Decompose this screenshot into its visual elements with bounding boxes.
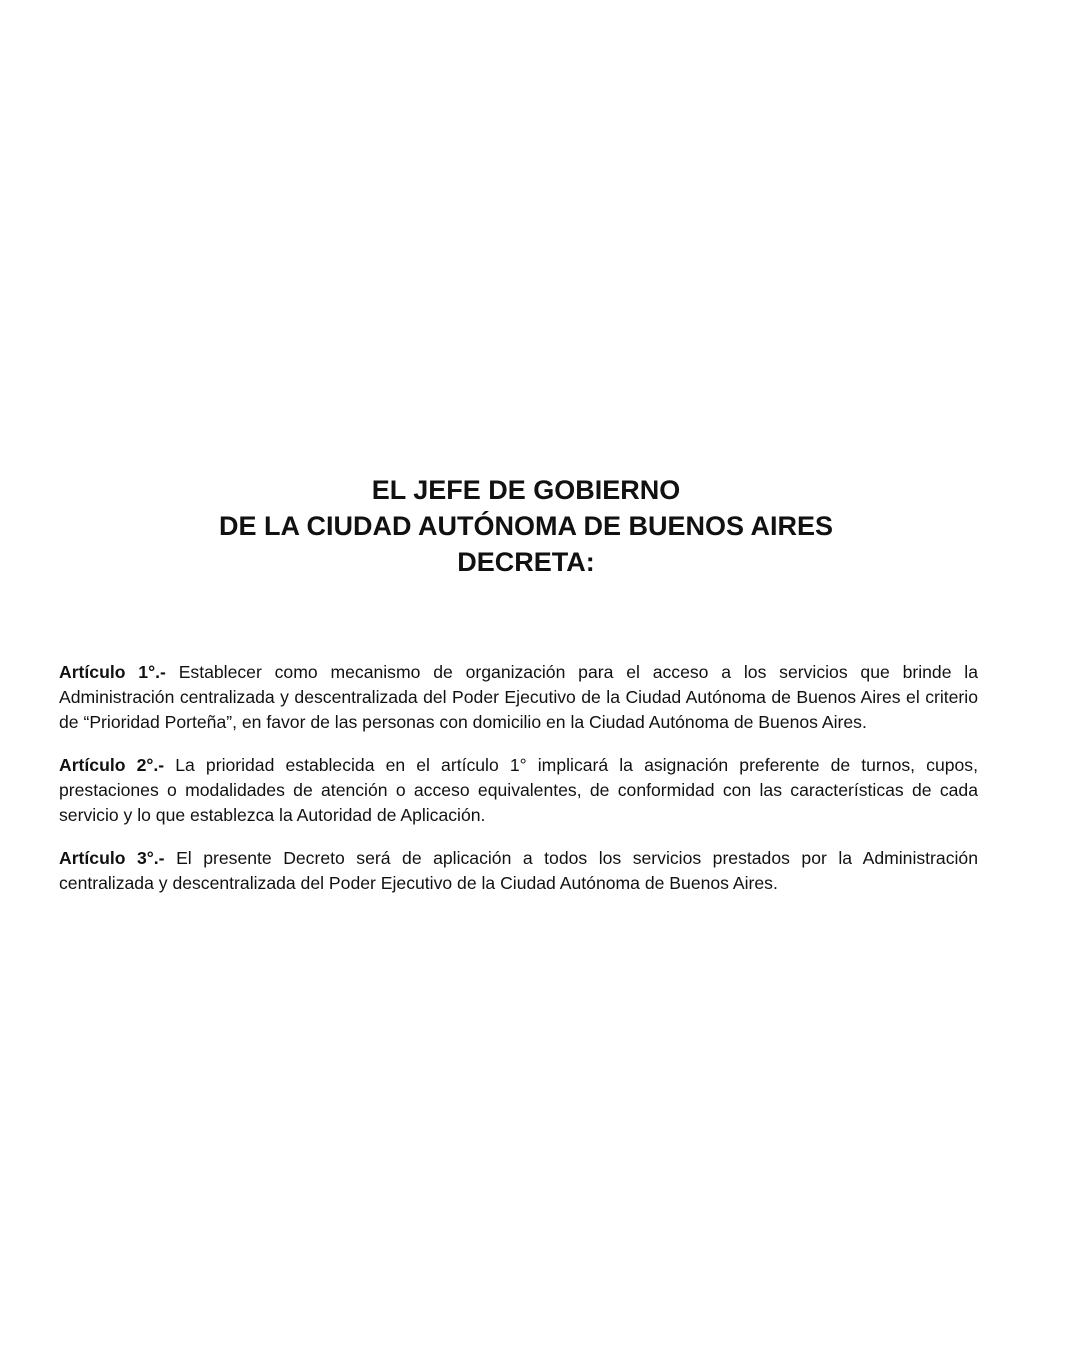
heading-line-3: DECRETA: [457, 547, 595, 577]
article-3 [59, 846, 978, 896]
articles-section [59, 660, 978, 914]
article-1-text: Establecer como mecanismo de organización para el acceso a los servicios que brinde la Administración centralizada y descentralizada del Poder Ejecutivo de la Ciudad Autónoma de Buenos Aires el criterio de “Prioridad Porteña”, en favor de las personas con domicilio en la Ciudad Autónoma de Buenos Aires. [59, 662, 979, 732]
article-1 [59, 660, 978, 735]
article-3-text: El presente Decreto será de aplicación a todos los servicios prestados por la Administración centralizada y descentralizada del Poder Ejecutivo de la Ciudad Autónoma de Buenos Aires. [59, 848, 978, 893]
article-2-text: La prioridad establecida en el artículo 1° implicará la asignación preferente de turnos, cupos, prestaciones o modalidades de atención o acceso equivalentes, de conformidad con las características de cada servicio y lo que establezca la Autoridad de Aplicación. [59, 755, 978, 825]
heading-line-2: DE LA CIUDAD AUTÓNOMA DE BUENOS AIRES [218, 511, 833, 541]
decree-heading [0, 472, 1052, 580]
article-2 [59, 753, 978, 828]
article-2-label: Artículo 2°.- [59, 755, 165, 775]
heading-line-1: EL JEFE DE GOBIERNO [371, 475, 681, 505]
article-3-label: Artículo 3°.- [59, 848, 165, 868]
article-1-label: Artículo 1°.- [59, 662, 166, 682]
